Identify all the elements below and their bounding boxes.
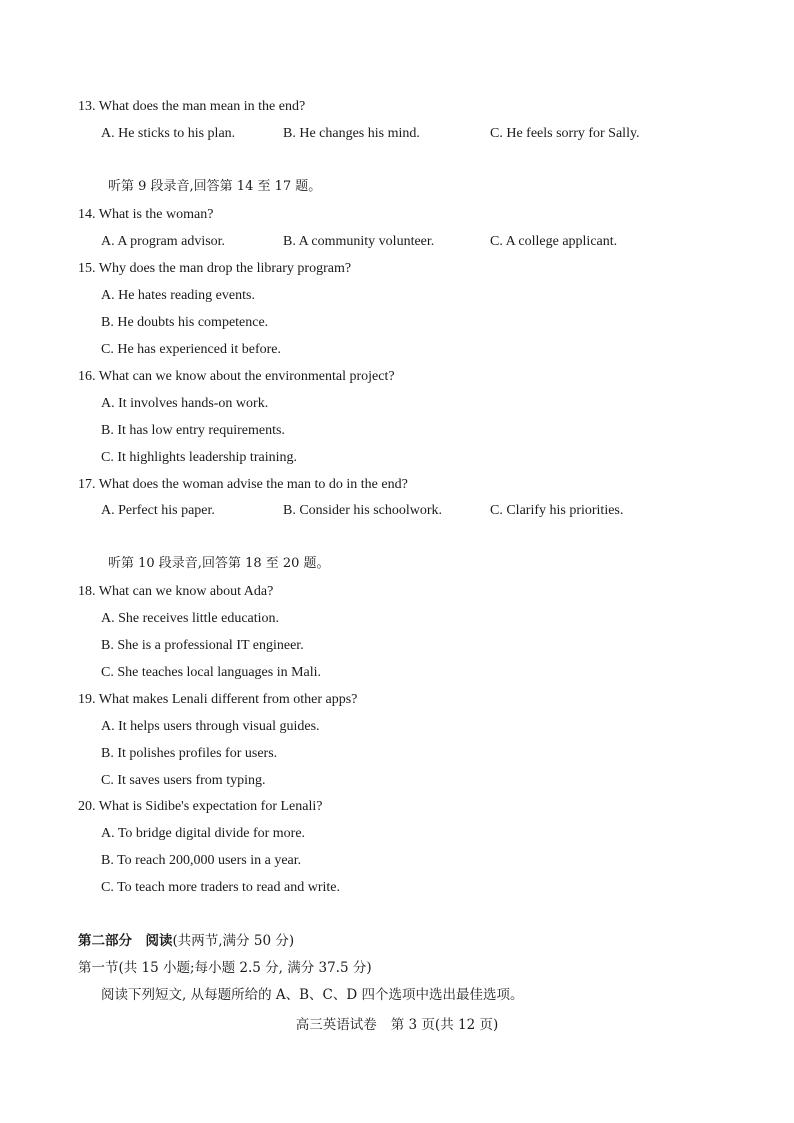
question-20-option-b: B. To reach 200,000 users in a year. xyxy=(101,853,302,868)
question-19-option-b: B. It polishes profiles for users. xyxy=(101,746,278,761)
question-13-stem: 13. What does the man mean in the end? xyxy=(78,99,306,114)
question-14-option-c: C. A college applicant. xyxy=(490,234,618,249)
part-2-instruction: 阅读下列短文, 从每题所给的 A、B、C、D 四个选项中选出最佳选项。 xyxy=(101,987,524,1003)
question-13-option-a: A. He sticks to his plan. xyxy=(101,126,236,141)
question-14-option-a: A. A program advisor. xyxy=(101,234,226,249)
part-2-section-1: 第一节(共 15 小题;每小题 2.5 分, 满分 37.5 分) xyxy=(78,960,372,976)
question-15-stem: 15. Why does the man drop the library program? xyxy=(78,261,352,276)
question-19-option-a: A. It helps users through visual guides. xyxy=(101,719,320,734)
question-18-stem: 18. What can we know about Ada? xyxy=(78,584,274,599)
footer-page-number: 第 3 页(共 12 页) xyxy=(390,1017,499,1033)
section-10-heading: 听第 10 段录音,回答第 18 至 20 题。 xyxy=(108,556,330,571)
section-9-heading: 听第 9 段录音,回答第 14 至 17 题。 xyxy=(108,179,322,194)
question-20-option-c: C. To teach more traders to read and write. xyxy=(101,880,341,895)
question-20-option-a: A. To bridge digital divide for more. xyxy=(101,826,306,841)
question-14-option-b: B. A community volunteer. xyxy=(283,234,435,249)
page-footer xyxy=(0,1016,794,1034)
question-16-option-b: B. It has low entry requirements. xyxy=(101,423,285,438)
question-18-option-a: A. She receives little education. xyxy=(101,611,280,626)
question-16-option-c: C. It highlights leadership training. xyxy=(101,450,297,465)
question-19-option-c: C. It saves users from typing. xyxy=(101,773,266,788)
part-2-title-main: 第二部分 阅读 xyxy=(78,933,173,949)
question-17-option-a: A. Perfect his paper. xyxy=(101,503,215,518)
question-13-option-b: B. He changes his mind. xyxy=(283,126,420,141)
question-17-option-c: C. Clarify his priorities. xyxy=(490,503,624,518)
question-20-stem: 20. What is Sidibe's expectation for Lenali? xyxy=(78,799,323,814)
question-15-option-b: B. He doubts his competence. xyxy=(101,315,269,330)
question-15-option-a: A. He hates reading events. xyxy=(101,288,255,303)
question-18-option-b: B. She is a professional IT engineer. xyxy=(101,638,304,653)
question-17-stem: 17. What does the woman advise the man to do in the end? xyxy=(78,477,408,492)
question-17-option-b: B. Consider his schoolwork. xyxy=(283,503,443,518)
part-2-title xyxy=(78,932,294,950)
question-16-stem: 16. What can we know about the environmental project? xyxy=(78,369,395,384)
question-14-stem: 14. What is the woman? xyxy=(78,207,214,222)
question-16-option-a: A. It involves hands-on work. xyxy=(101,396,269,411)
part-2-title-sub: (共两节,满分 50 分) xyxy=(172,933,295,949)
footer-title: 高三英语试卷 xyxy=(295,1017,377,1033)
question-19-stem: 19. What makes Lenali different from other apps? xyxy=(78,692,358,707)
question-18-option-c: C. She teaches local languages in Mali. xyxy=(101,665,322,680)
question-15-option-c: C. He has experienced it before. xyxy=(101,342,281,357)
question-13-option-c: C. He feels sorry for Sally. xyxy=(490,126,640,141)
